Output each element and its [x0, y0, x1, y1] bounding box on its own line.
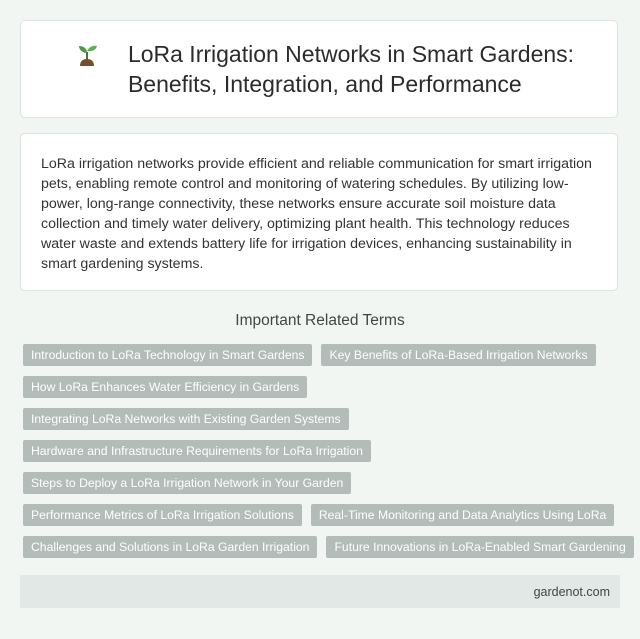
footer	[20, 575, 620, 608]
term-tag[interactable]: Integrating LoRa Networks with Existing Garden Systems	[23, 408, 349, 430]
sprout-icon	[74, 41, 100, 67]
terms-row	[23, 440, 623, 462]
term-tag[interactable]: Challenges and Solutions in LoRa Garden Irrigation	[23, 536, 317, 558]
title-card	[20, 20, 618, 118]
term-tag[interactable]: How LoRa Enhances Water Efficiency in Gardens	[23, 376, 307, 398]
term-tag[interactable]: Steps to Deploy a LoRa Irrigation Network in Your Garden	[23, 472, 351, 494]
term-tag[interactable]: Real-Time Monitoring and Data Analytics Using LoRa	[311, 504, 614, 526]
terms-row	[23, 504, 623, 526]
terms-row	[23, 536, 626, 558]
description-text: LoRa irrigation networks provide efficient and reliable communication for smart irrigation pets, enabling remote control and monitoring of watering schedules. By utilizing low-power, long-range connectivity, these networks ensure accurate soil moisture data collection and timely water delivery, optimizing plant health. This technology reduces water waste and extends battery life for irrigation devices, enhancing sustainability in smart gardening systems.	[41, 156, 592, 272]
term-tag[interactable]: Key Benefits of LoRa-Based Irrigation Networks	[321, 344, 595, 366]
terms-row	[23, 408, 623, 430]
page-title	[128, 39, 574, 99]
terms-row	[23, 344, 623, 366]
title-block	[64, 39, 574, 99]
page-title-line1: LoRa Irrigation Networks in Smart Gardens:	[127, 41, 575, 67]
term-tag[interactable]: Performance Metrics of LoRa Irrigation Solutions	[23, 504, 302, 526]
term-tag[interactable]: Hardware and Infrastructure Requirements for LoRa Irrigation	[23, 440, 371, 462]
related-terms-heading: Important Related Terms	[235, 312, 405, 329]
terms-row	[23, 376, 623, 398]
page-title-line2: Benefits, Integration, and Performance	[127, 71, 522, 97]
term-tag[interactable]: Introduction to LoRa Technology in Smart Gardens	[23, 344, 312, 366]
related-terms-list	[23, 344, 626, 568]
term-tag[interactable]: Future Innovations in LoRa-Enabled Smart Gardening	[326, 536, 633, 558]
terms-row	[23, 472, 623, 494]
footer-site-link[interactable]: gardenot.com	[533, 584, 610, 599]
description-card	[20, 133, 618, 291]
